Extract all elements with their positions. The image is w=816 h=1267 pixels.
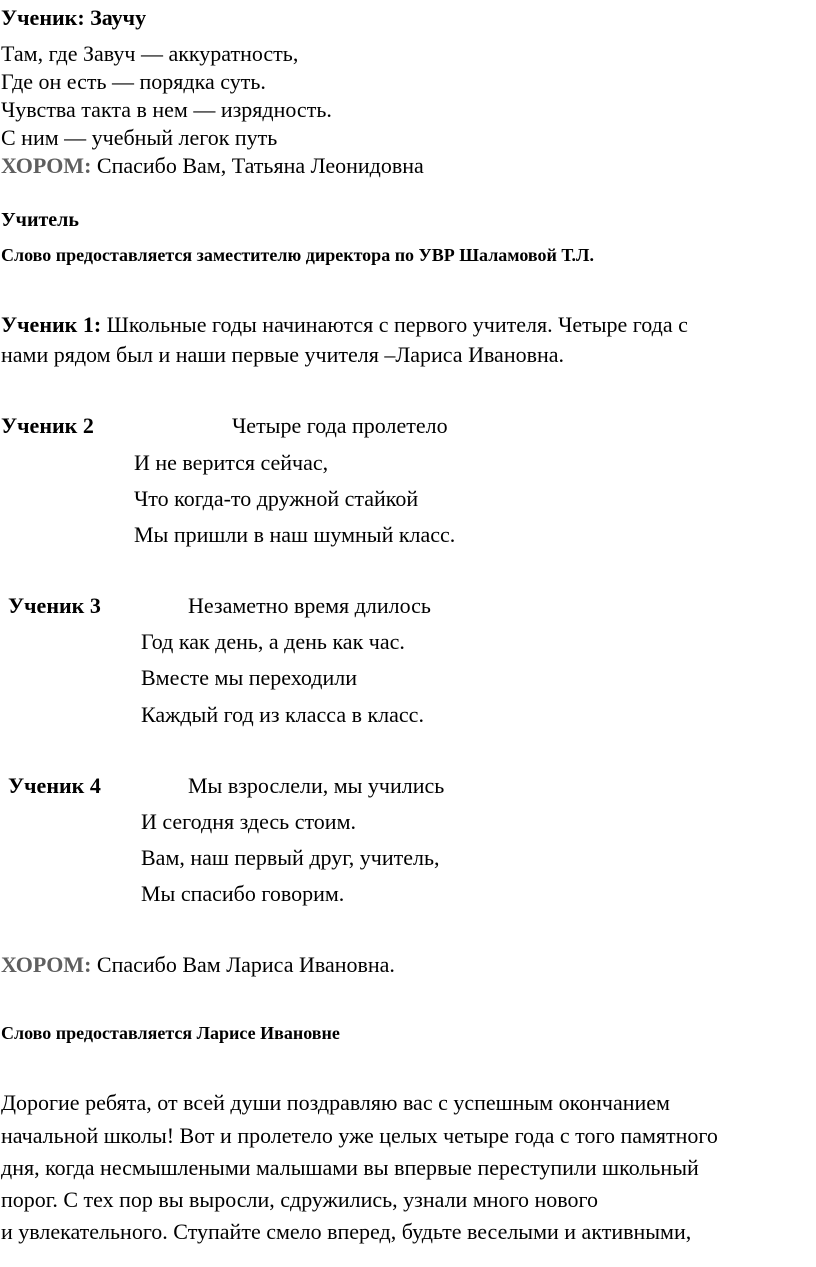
- student1-line1: [1, 312, 688, 338]
- speaker-teacher: Учитель: [1, 209, 79, 231]
- verse-line: Вместе мы переходили: [141, 665, 358, 690]
- chorus-line: [1, 153, 424, 179]
- verse-line: Где он есть — порядка суть.: [1, 69, 266, 94]
- student1-text: Школьные годы начинаются с первого учителя. Четыре года с: [101, 312, 688, 337]
- student1-line2: нами рядом был и наши первые учителя –Лариса Ивановна.: [1, 342, 565, 367]
- verse-line: Четыре года пролетело: [232, 413, 448, 438]
- speech-line: начальной школы! Вот и пролетело уже целых четыре года с того памятного: [1, 1123, 718, 1148]
- announcement-larisa: Слово предоставляется Ларисе Ивановне: [1, 1023, 340, 1043]
- verse-line: Чувства такта в нем — изрядность.: [1, 97, 332, 122]
- verse-line: Там, где Завуч — аккуратность,: [1, 41, 299, 66]
- chorus-label: ХОРОМ:: [1, 153, 92, 178]
- verse-line: Мы взрослели, мы учились: [188, 773, 445, 798]
- speech-line: и увлекательного. Ступайте смело вперед, будьте веселыми и активными,: [1, 1219, 692, 1244]
- verse-line: Каждый год из класса в класс.: [141, 702, 424, 727]
- announcement-teacher: Слово предоставляется заместителю директора по УВР Шаламовой Т.Л.: [1, 245, 594, 265]
- verse-line: Мы пришли в наш шумный класс.: [134, 522, 456, 547]
- speech-line: Дорогие ребята, от всей души поздравляю вас с успешным окончанием: [1, 1090, 670, 1115]
- final-chorus-line: [1, 952, 395, 978]
- verse-line: И не верится сейчас,: [134, 450, 329, 475]
- speaker-student3: Ученик 3: [8, 593, 101, 618]
- speech-line: порог. С тех пор вы выросли, сдружились, узнали много нового: [1, 1187, 598, 1212]
- verse-line: Мы спасибо говорим.: [141, 881, 345, 906]
- verse-line: Вам, наш первый друг, учитель,: [141, 845, 440, 870]
- speaker-student4: Ученик 4: [8, 773, 101, 798]
- chorus-label: ХОРОМ:: [1, 952, 92, 977]
- chorus-text: Спасибо Вам Лариса Ивановна.: [91, 952, 395, 977]
- speech-line: дня, когда несмышлеными малышами вы впервые переступили школьный: [1, 1155, 699, 1180]
- speaker-student2: Ученик 2: [1, 413, 94, 438]
- speaker-student1: Ученик 1:: [1, 312, 102, 337]
- chorus-text: Спасибо Вам, Татьяна Леонидовна: [91, 153, 424, 178]
- speaker-zavuch: Ученик: Заучу: [1, 5, 147, 30]
- verse-line: С ним — учебный легок путь: [1, 125, 278, 150]
- verse-line: И сегодня здесь стоим.: [141, 809, 356, 834]
- verse-line: Что когда-то дружной стайкой: [134, 486, 419, 511]
- verse-line: Незаметно время длилось: [188, 593, 431, 618]
- verse-line: Год как день, а день как час.: [141, 629, 405, 654]
